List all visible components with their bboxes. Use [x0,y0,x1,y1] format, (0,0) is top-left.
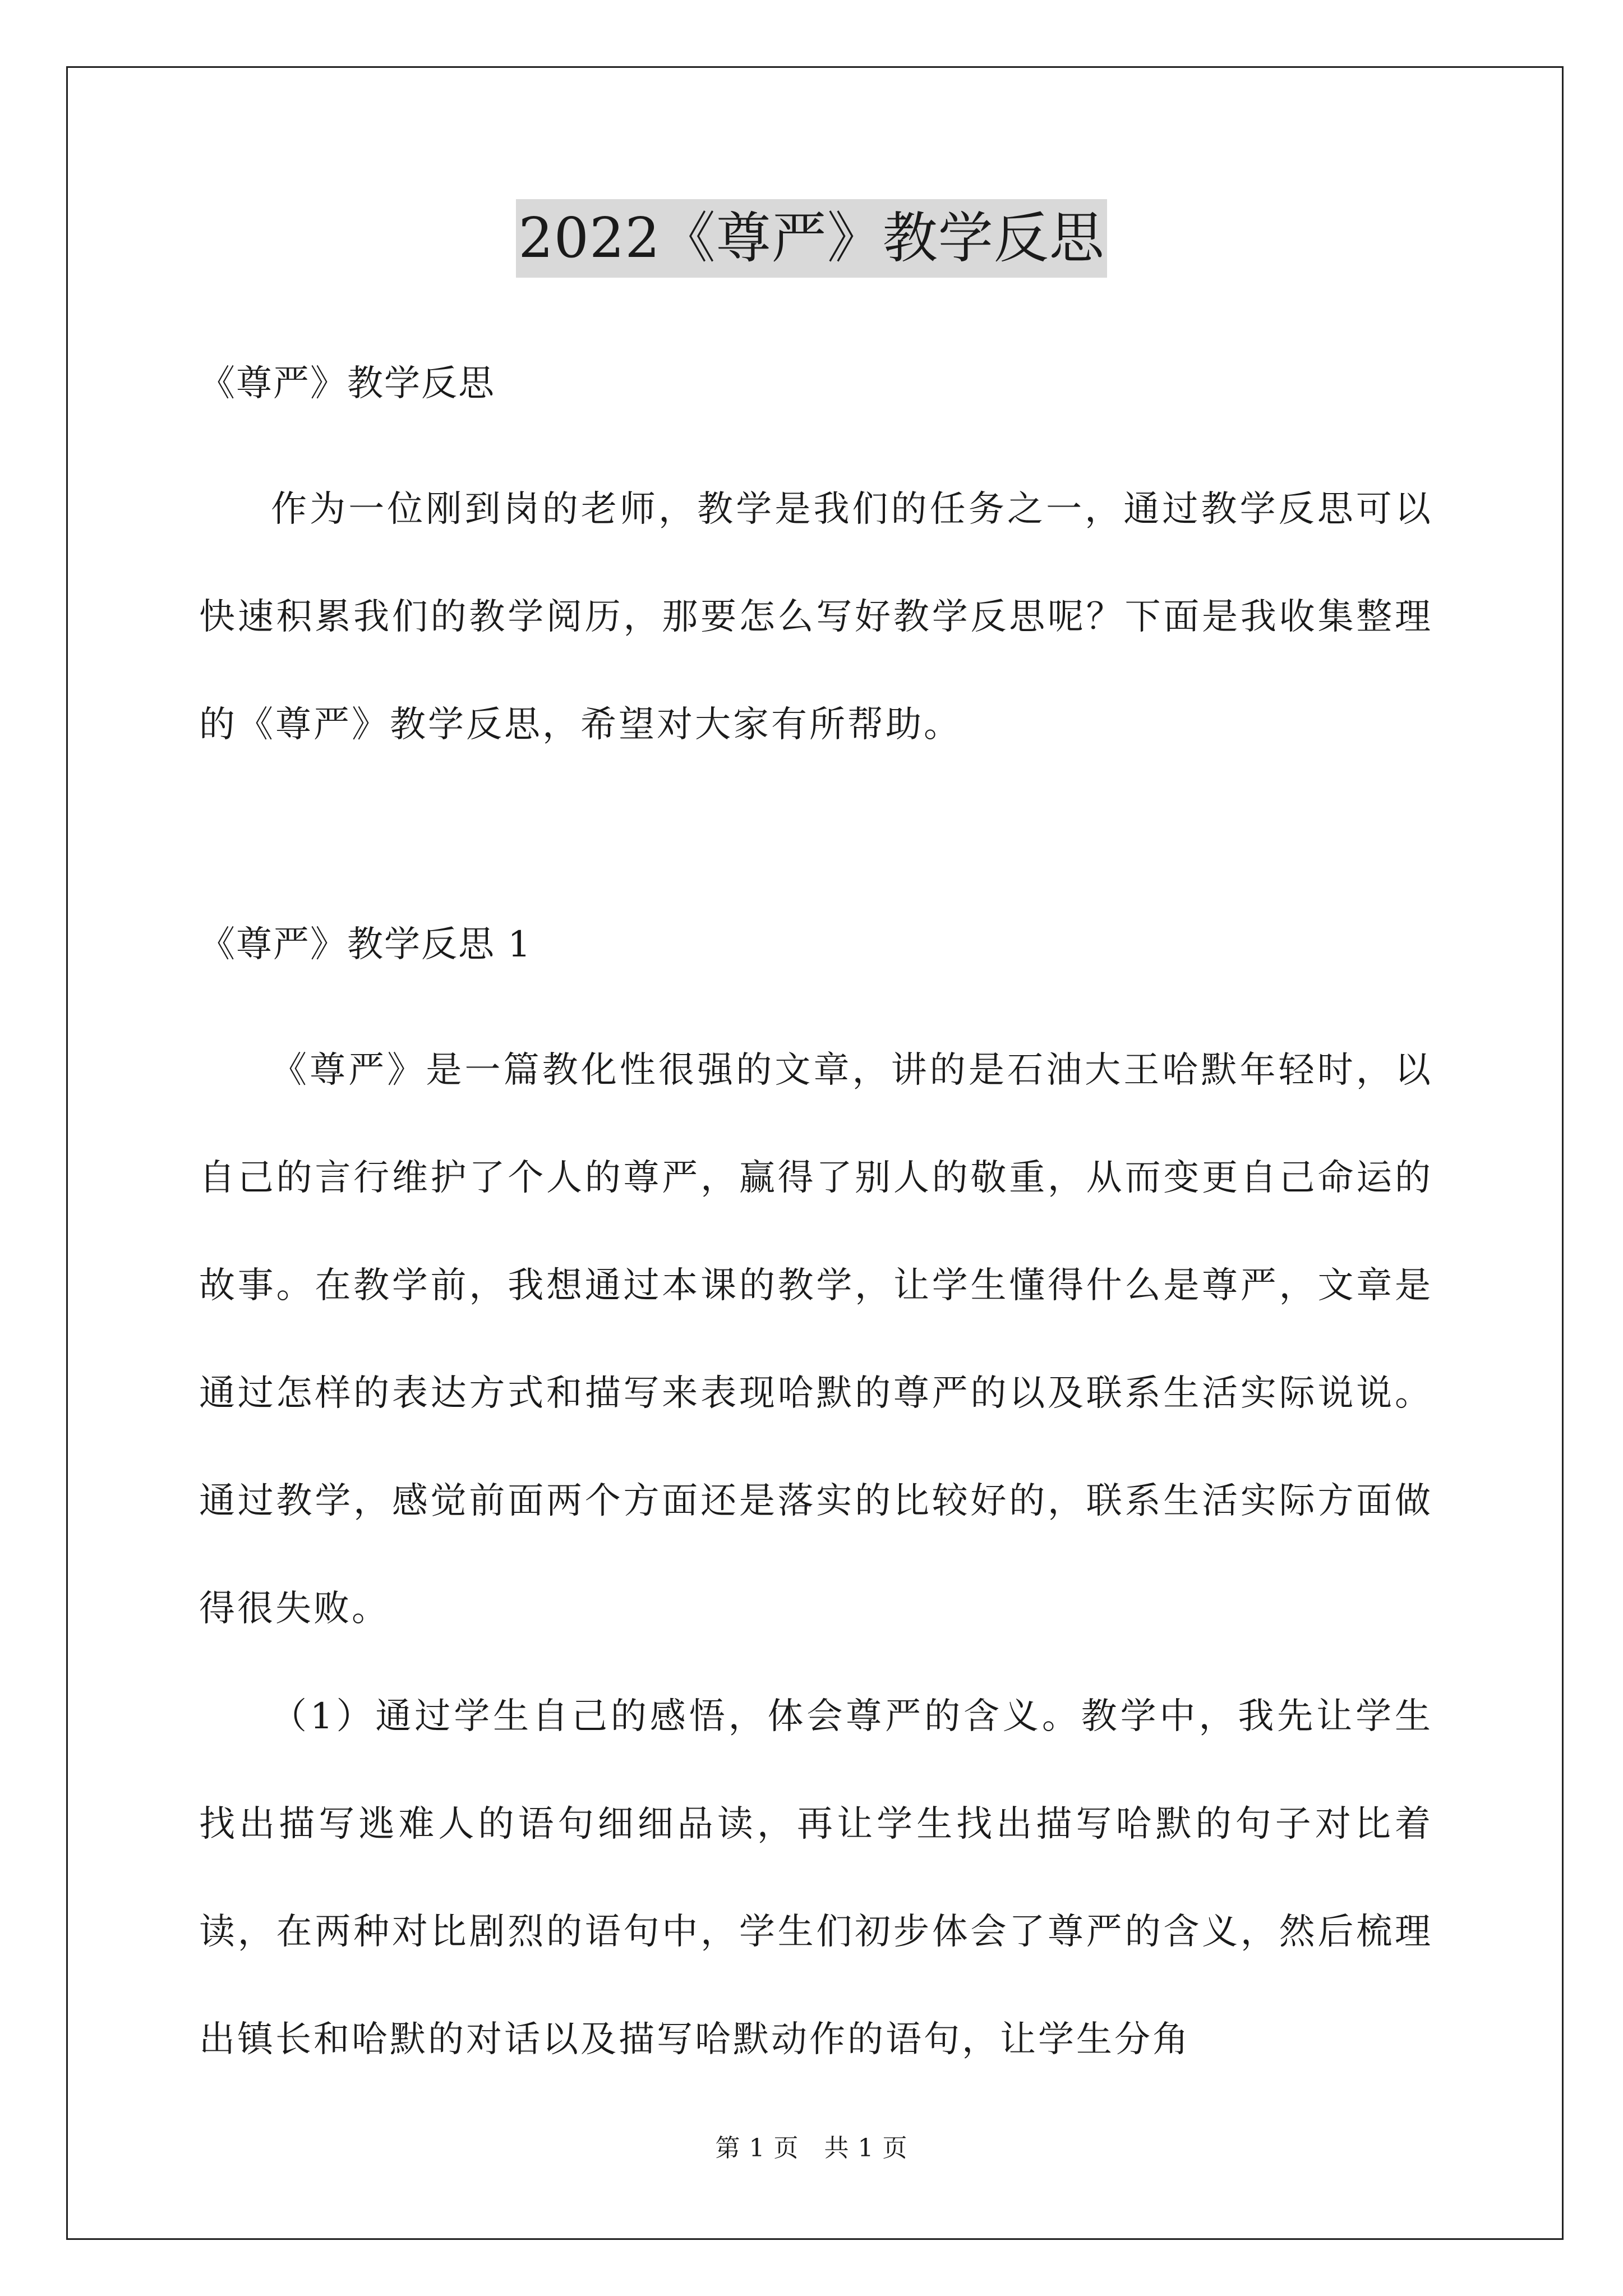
page-footer: 第 1 页 共 1 页 [715,2134,908,2162]
body-paragraph-2: （1）通过学生自己的感悟，体会尊严的含义。教学中，我先让学生找出描写逃难人的语句细细品读，再让学生找出描写哈默的句子对比着读，在两种对比剧烈的语句中，学生们初步体会了尊严的含义，然后梳理出镇长和哈默的对话以及描写哈默动作的语句，让学生分角 [199,1696,1433,2060]
document-title: 2022《尊严》教学反思 [516,199,1106,278]
intro-paragraph: 作为一位刚到岗的老师，教学是我们的任务之一，通过教学反思可以快速积累我们的教学阅历，那要怎么写好教学反思呢？下面是我收集整理的《尊严》教学反思，希望对大家有所帮助。 [199,489,1433,746]
body-paragraph-1: 《尊严》是一篇教化性很强的文章，讲的是石油大王哈默年轻时，以自己的言行维护了个人的尊严，赢得了别人的敬重，从而变更自己命运的故事。在教学前，我想通过本课的教学，让学生懂得什么是尊严，文章是通过怎样的表达方式和描写来表现哈默的尊严的以及联系生活实际说说。通过教学，感觉前面两个方面还是落实的比较好的，联系生活实际方面做得很失败。 [199,1050,1433,1630]
document-subtitle: 《尊严》教学反思 [199,363,495,404]
title-container [0,199,1623,278]
section-heading: 《尊严》教学反思 1 [199,924,532,965]
document-body [199,348,1433,2093]
